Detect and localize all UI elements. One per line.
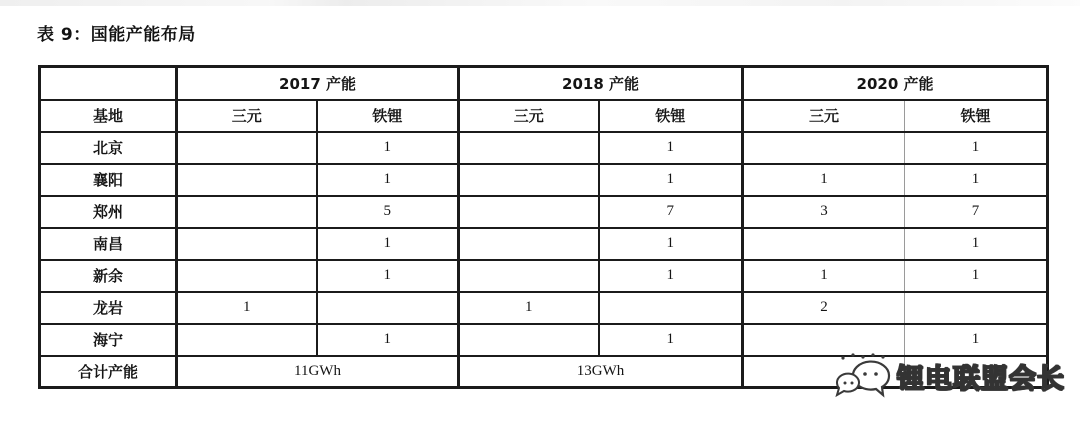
capacity-cell: 1 — [743, 164, 905, 196]
table-row-haining — [40, 324, 1048, 356]
capacity-cell: 1 — [905, 164, 1048, 196]
year-header-2017: 2017 产能 — [177, 67, 459, 100]
base-cell: 北京 — [40, 132, 177, 164]
capacity-cell: 2 — [743, 292, 905, 324]
year-header-2018: 2018 产能 — [459, 67, 743, 100]
capacity-cell — [905, 292, 1048, 324]
capacity-cell — [177, 132, 317, 164]
total-cell-2017: 11GWh — [177, 356, 459, 388]
capacity-cell: 1 — [599, 260, 743, 292]
capacity-cell: 3 — [743, 196, 905, 228]
table-row-nanchang — [40, 228, 1048, 260]
table-title: 表 9：国能产能布局 — [37, 25, 196, 45]
total-cell-2018: 13GWh — [459, 356, 743, 388]
capacity-cell: 1 — [177, 292, 317, 324]
capacity-cell: 1 — [317, 164, 459, 196]
base-cell: 襄阳 — [40, 164, 177, 196]
sub-header-tieli: 铁锂 — [905, 100, 1048, 132]
total-cell-2020 — [905, 356, 1048, 388]
table-row-total — [40, 356, 1048, 388]
sub-header-tieli: 铁锂 — [599, 100, 743, 132]
capacity-cell — [317, 292, 459, 324]
base-column-header: 基地 — [40, 100, 177, 132]
capacity-cell: 1 — [317, 324, 459, 356]
capacity-cell: 1 — [905, 132, 1048, 164]
capacity-cell — [177, 196, 317, 228]
base-cell: 海宁 — [40, 324, 177, 356]
sub-header-sanyuan: 三元 — [177, 100, 317, 132]
capacity-cell: 1 — [599, 132, 743, 164]
capacity-cell — [599, 292, 743, 324]
table-row-xiangyang — [40, 164, 1048, 196]
capacity-cell: 5 — [317, 196, 459, 228]
table-row-zhengzhou — [40, 196, 1048, 228]
table-row-longyan — [40, 292, 1048, 324]
watermark-text: 锂电联盟会长 — [897, 363, 1065, 395]
capacity-cell: 1 — [317, 228, 459, 260]
capacity-cell — [459, 164, 599, 196]
capacity-cell — [177, 260, 317, 292]
capacity-cell — [459, 196, 599, 228]
total-label-cell: 合计产能 — [40, 356, 177, 388]
table-row-beijing — [40, 132, 1048, 164]
capacity-cell: 1 — [905, 324, 1048, 356]
capacity-cell — [743, 228, 905, 260]
capacity-table — [38, 65, 1049, 389]
year-header-row — [40, 67, 1048, 100]
sub-header-sanyuan: 三元 — [743, 100, 905, 132]
capacity-cell: 1 — [599, 324, 743, 356]
sub-header-row — [40, 100, 1048, 132]
capacity-cell: 1 — [743, 260, 905, 292]
capacity-cell — [459, 260, 599, 292]
capacity-cell — [459, 324, 599, 356]
capacity-cell — [743, 132, 905, 164]
capacity-cell — [743, 324, 905, 356]
capacity-cell: 1 — [459, 292, 599, 324]
capacity-cell: 1 — [905, 260, 1048, 292]
capacity-cell — [177, 228, 317, 260]
table-row-xinyu — [40, 260, 1048, 292]
sub-header-sanyuan: 三元 — [459, 100, 599, 132]
capacity-cell: 1 — [599, 228, 743, 260]
capacity-cell: 7 — [599, 196, 743, 228]
capacity-cell — [459, 132, 599, 164]
sub-header-tieli: 铁锂 — [317, 100, 459, 132]
scan-artifact-streak — [0, 0, 1080, 6]
base-cell: 郑州 — [40, 196, 177, 228]
capacity-cell — [177, 324, 317, 356]
year-header-2020: 2020 产能 — [743, 67, 1048, 100]
base-cell: 龙岩 — [40, 292, 177, 324]
capacity-cell: 1 — [905, 228, 1048, 260]
capacity-cell: 7 — [905, 196, 1048, 228]
capacity-cell: 1 — [317, 132, 459, 164]
base-cell: 新余 — [40, 260, 177, 292]
capacity-cell: 1 — [317, 260, 459, 292]
capacity-cell — [177, 164, 317, 196]
corner-cell — [40, 67, 177, 100]
total-cell-2020 — [743, 356, 905, 388]
capacity-cell: 1 — [599, 164, 743, 196]
base-cell: 南昌 — [40, 228, 177, 260]
capacity-cell — [459, 228, 599, 260]
